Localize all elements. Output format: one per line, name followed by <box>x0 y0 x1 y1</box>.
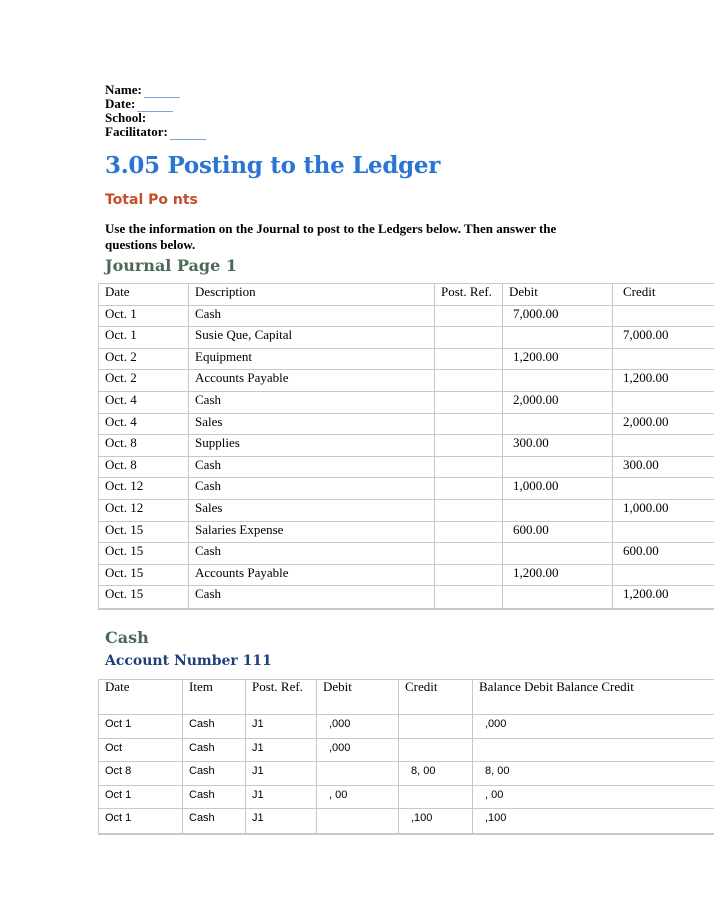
ledger-post-ref: J1 <box>246 762 317 786</box>
journal-description: Cash <box>189 543 435 565</box>
ledger-balance: ,000 <box>473 715 714 739</box>
ledger-credit <box>399 785 473 809</box>
journal-credit <box>613 521 714 543</box>
journal-debit <box>503 543 613 565</box>
journal-credit: 300.00 <box>613 456 714 478</box>
date-label: Date: <box>105 96 136 111</box>
journal-date: Oct. 15 <box>99 586 189 610</box>
journal-row <box>99 305 714 327</box>
journal-post-ref[interactable] <box>435 413 503 435</box>
journal-row <box>99 413 714 435</box>
journal-post-ref[interactable] <box>435 543 503 565</box>
journal-row <box>99 370 714 392</box>
ledger-row <box>99 762 714 786</box>
ledger-date: Oct <box>99 738 183 762</box>
journal-debit: 1,200.00 <box>503 348 613 370</box>
col-debit: Debit <box>503 284 613 306</box>
ledger-balance: 8, 00 <box>473 762 714 786</box>
journal-row <box>99 586 714 610</box>
journal-post-ref[interactable] <box>435 370 503 392</box>
journal-debit: 1,000.00 <box>503 478 613 500</box>
journal-description: Accounts Payable <box>189 564 435 586</box>
journal-post-ref[interactable] <box>435 564 503 586</box>
journal-row <box>99 543 714 565</box>
journal-date: Oct. 8 <box>99 456 189 478</box>
col-credit: Credit <box>399 680 473 715</box>
journal-debit: 7,000.00 <box>503 305 613 327</box>
journal-row <box>99 391 714 413</box>
journal-date: Oct. 15 <box>99 543 189 565</box>
name-label: Name: <box>105 82 142 97</box>
journal-date: Oct. 12 <box>99 499 189 521</box>
journal-description: Cash <box>189 391 435 413</box>
ledger-row <box>99 738 714 762</box>
journal-row <box>99 456 714 478</box>
ledger-balance: ,100 <box>473 809 714 835</box>
ledger-date: Oct 1 <box>99 809 183 835</box>
journal-debit <box>503 499 613 521</box>
journal-row <box>99 521 714 543</box>
journal-post-ref[interactable] <box>435 586 503 610</box>
ledger-credit <box>399 738 473 762</box>
ledger-table <box>98 679 714 835</box>
ledger-balance: , 00 <box>473 785 714 809</box>
journal-post-ref[interactable] <box>435 327 503 349</box>
journal-credit <box>613 391 714 413</box>
col-date: Date <box>99 680 183 715</box>
journal-credit: 1,000.00 <box>613 499 714 521</box>
col-date: Date <box>99 284 189 306</box>
instructions: Use the information on the Journal to post to the Ledgers below. Then answer the questions below. <box>105 221 557 252</box>
ledger-item: Cash <box>183 715 246 739</box>
journal-credit: 2,000.00 <box>613 413 714 435</box>
account-number: Account Number 111 <box>105 653 272 669</box>
journal-row <box>99 564 714 586</box>
ledger-debit: , 00 <box>317 785 399 809</box>
ledger-item: Cash <box>183 762 246 786</box>
ledger-date: Oct 8 <box>99 762 183 786</box>
ledger-row <box>99 809 714 835</box>
ledger-debit: ,000 <box>317 715 399 739</box>
ledger-post-ref: J1 <box>246 809 317 835</box>
ledger-post-ref: J1 <box>246 785 317 809</box>
journal-post-ref[interactable] <box>435 435 503 457</box>
journal-credit: 600.00 <box>613 543 714 565</box>
ledger-post-ref: J1 <box>246 715 317 739</box>
page-title: 3.05 Posting to the Ledger <box>105 152 441 179</box>
journal-date: Oct. 15 <box>99 521 189 543</box>
facilitator-blank[interactable] <box>170 125 206 140</box>
journal-debit: 600.00 <box>503 521 613 543</box>
ledger-date: Oct 1 <box>99 785 183 809</box>
col-post-ref: Post. Ref. <box>435 284 503 306</box>
journal-post-ref[interactable] <box>435 305 503 327</box>
ledger-credit: ,100 <box>399 809 473 835</box>
journal-description: Susie Que, Capital <box>189 327 435 349</box>
journal-description: Sales <box>189 413 435 435</box>
journal-row <box>99 478 714 500</box>
journal-credit <box>613 348 714 370</box>
ledger-debit <box>317 809 399 835</box>
ledger-item: Cash <box>183 785 246 809</box>
journal-row <box>99 435 714 457</box>
ledger-header-row <box>99 680 714 715</box>
journal-debit <box>503 586 613 610</box>
journal-post-ref[interactable] <box>435 456 503 478</box>
ledger-post-ref: J1 <box>246 738 317 762</box>
journal-description: Sales <box>189 499 435 521</box>
col-balance: Balance Debit Balance Credit <box>473 680 714 715</box>
journal-description: Cash <box>189 586 435 610</box>
ledger-date: Oct 1 <box>99 715 183 739</box>
col-item: Item <box>183 680 246 715</box>
total-points-heading: Total Po nts <box>105 192 198 208</box>
journal-post-ref[interactable] <box>435 478 503 500</box>
journal-debit <box>503 370 613 392</box>
ledger-row <box>99 785 714 809</box>
ledger-debit <box>317 762 399 786</box>
journal-row <box>99 327 714 349</box>
journal-debit <box>503 413 613 435</box>
col-debit: Debit <box>317 680 399 715</box>
journal-date: Oct. 2 <box>99 348 189 370</box>
name-blank[interactable] <box>144 83 180 98</box>
journal-date: Oct. 1 <box>99 327 189 349</box>
journal-description: Cash <box>189 456 435 478</box>
ledger-debit: ,000 <box>317 738 399 762</box>
facilitator-label: Facilitator: <box>105 124 168 139</box>
journal-credit: 7,000.00 <box>613 327 714 349</box>
journal-date: Oct. 4 <box>99 391 189 413</box>
journal-date: Oct. 1 <box>99 305 189 327</box>
journal-description: Salaries Expense <box>189 521 435 543</box>
journal-credit <box>613 478 714 500</box>
journal-post-ref[interactable] <box>435 499 503 521</box>
school-label: School: <box>105 110 147 125</box>
journal-debit: 2,000.00 <box>503 391 613 413</box>
journal-description: Cash <box>189 305 435 327</box>
journal-date: Oct. 4 <box>99 413 189 435</box>
journal-debit <box>503 456 613 478</box>
col-post-ref: Post. Ref. <box>246 680 317 715</box>
journal-description: Accounts Payable <box>189 370 435 392</box>
journal-credit <box>613 435 714 457</box>
journal-debit <box>503 327 613 349</box>
journal-table <box>98 283 714 610</box>
journal-row <box>99 348 714 370</box>
journal-description: Supplies <box>189 435 435 457</box>
journal-date: Oct. 15 <box>99 564 189 586</box>
journal-row <box>99 499 714 521</box>
journal-date: Oct. 2 <box>99 370 189 392</box>
journal-post-ref[interactable] <box>435 391 503 413</box>
col-description: Description <box>189 284 435 306</box>
ledger-credit <box>399 715 473 739</box>
journal-debit: 300.00 <box>503 435 613 457</box>
journal-date: Oct. 12 <box>99 478 189 500</box>
ledger-heading: Cash <box>105 628 149 647</box>
journal-date: Oct. 8 <box>99 435 189 457</box>
journal-post-ref[interactable] <box>435 348 503 370</box>
journal-credit: 1,200.00 <box>613 370 714 392</box>
journal-description: Cash <box>189 478 435 500</box>
ledger-balance <box>473 738 714 762</box>
ledger-row <box>99 715 714 739</box>
journal-post-ref[interactable] <box>435 521 503 543</box>
journal-credit <box>613 564 714 586</box>
journal-credit: 1,200.00 <box>613 586 714 610</box>
col-credit: Credit <box>613 284 714 306</box>
journal-heading: Journal Page 1 <box>105 256 237 275</box>
ledger-item: Cash <box>183 809 246 835</box>
journal-header-row <box>99 284 714 306</box>
ledger-credit: 8, 00 <box>399 762 473 786</box>
journal-description: Equipment <box>189 348 435 370</box>
journal-credit <box>613 305 714 327</box>
student-info-block <box>105 83 206 139</box>
ledger-item: Cash <box>183 738 246 762</box>
journal-debit: 1,200.00 <box>503 564 613 586</box>
